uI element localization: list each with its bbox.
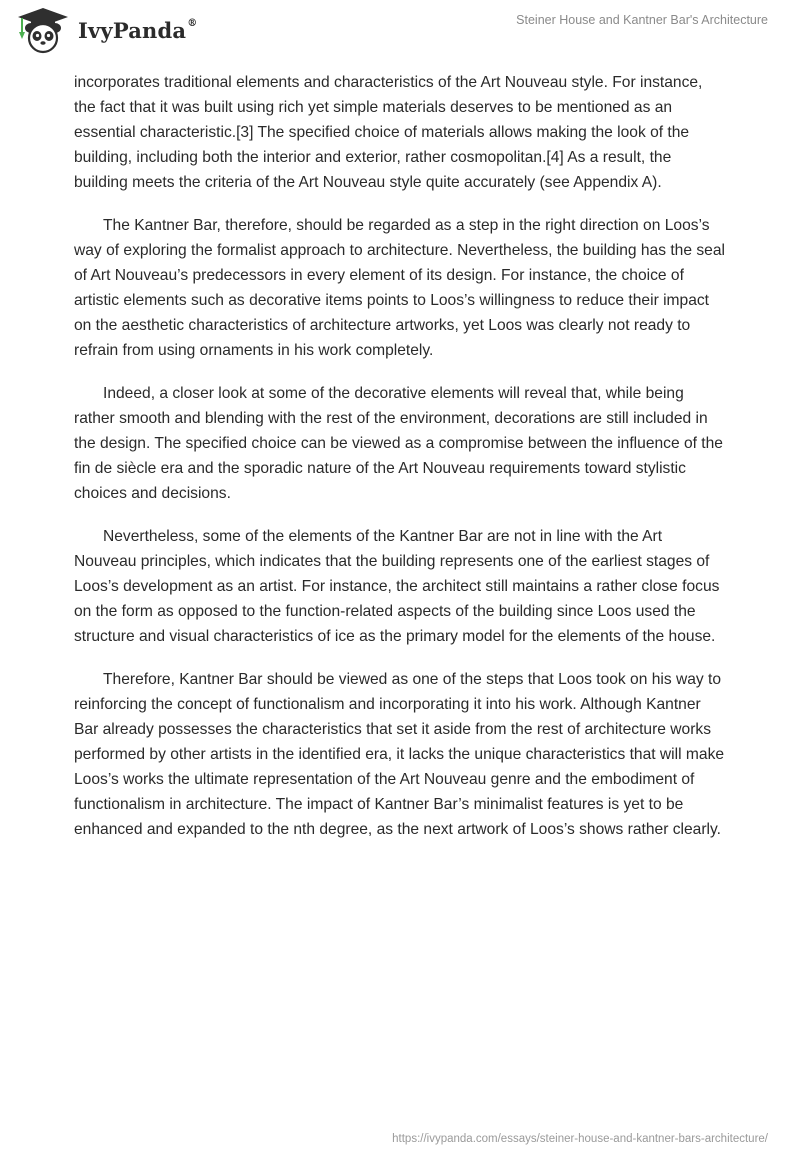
document-title: Steiner House and Kantner Bar's Architecture [516,13,768,27]
source-url-link[interactable]: https://ivypanda.com/essays/steiner-house-and-kantner-bars-architecture/ [392,1133,768,1145]
registered-mark: ® [187,17,198,29]
page-header [0,0,800,70]
paragraph: The Kantner Bar, therefore, should be regarded as a step in the right direction on Loos’s way of exploring the formalist approach to architecture. Nevertheless, the building has the seal of Art Nouveau’s predecessors in every element of its design. For instance, the choice of artistic elements such as decorative items points to Loos’s willingness to reduce their impact on the aesthetic characteristics of architecture artworks, yet Loos was clearly not ready to refrain from using ornaments in his work completely. [74,217,725,359]
ivypanda-logo[interactable] [14,6,197,54]
paragraph: Nevertheless, some of the elements of the Kantner Bar are not in line with the Art Nouveau principles, which indicates that the building represents one of the earliest stages of Loos’s development as an artist. For instance, the architect still maintains a rather close focus on the form as opposed to the function-related aspects of the building since Loos used the structure and visual characteristics of ice as the primary model for the elements of the house. [74,528,720,645]
panda-graduate-icon [14,6,72,54]
brand-name: IvyPanda® [78,17,198,43]
paragraph: incorporates traditional elements and characteristics of the Art Nouveau style. For instance, the fact that it was built using rich yet simple materials deserves to be mentioned as an essential characteristic.[3] The specified choice of materials allows making the look of the building, including both the interior and exterior, rather cosmopolitan.[4] As a result, the building meets the criteria of the Art Nouveau style quite accurately (see Appendix A). [74,74,703,191]
paragraph: Therefore, Kantner Bar should be viewed as one of the steps that Loos took on his way to reinforcing the concept of functionalism and incorporating it into his work. Although Kantner Bar already possesses the characteristics that set it aside from the rest of architecture works performed by other artists in the identified era, it lacks the unique characteristics that will make Loos’s works the ultimate representation of the Art Nouveau genre and the embodiment of functionalism in architecture. The impact of Kantner Bar’s minimalist features is yet to be enhanced and expanded to the nth degree, as the next artwork of Loos’s shows rather clearly. [74,671,725,838]
essay-body [74,70,726,860]
paragraph: Indeed, a closer look at some of the decorative elements will reveal that, while being rather smooth and blending with the rest of the environment, decorations are still included in the design. The specified choice can be viewed as a compromise between the influence of the fin de siècle era and the sporadic nature of the Art Nouveau requirements toward stylistic choices and decisions. [74,385,723,502]
